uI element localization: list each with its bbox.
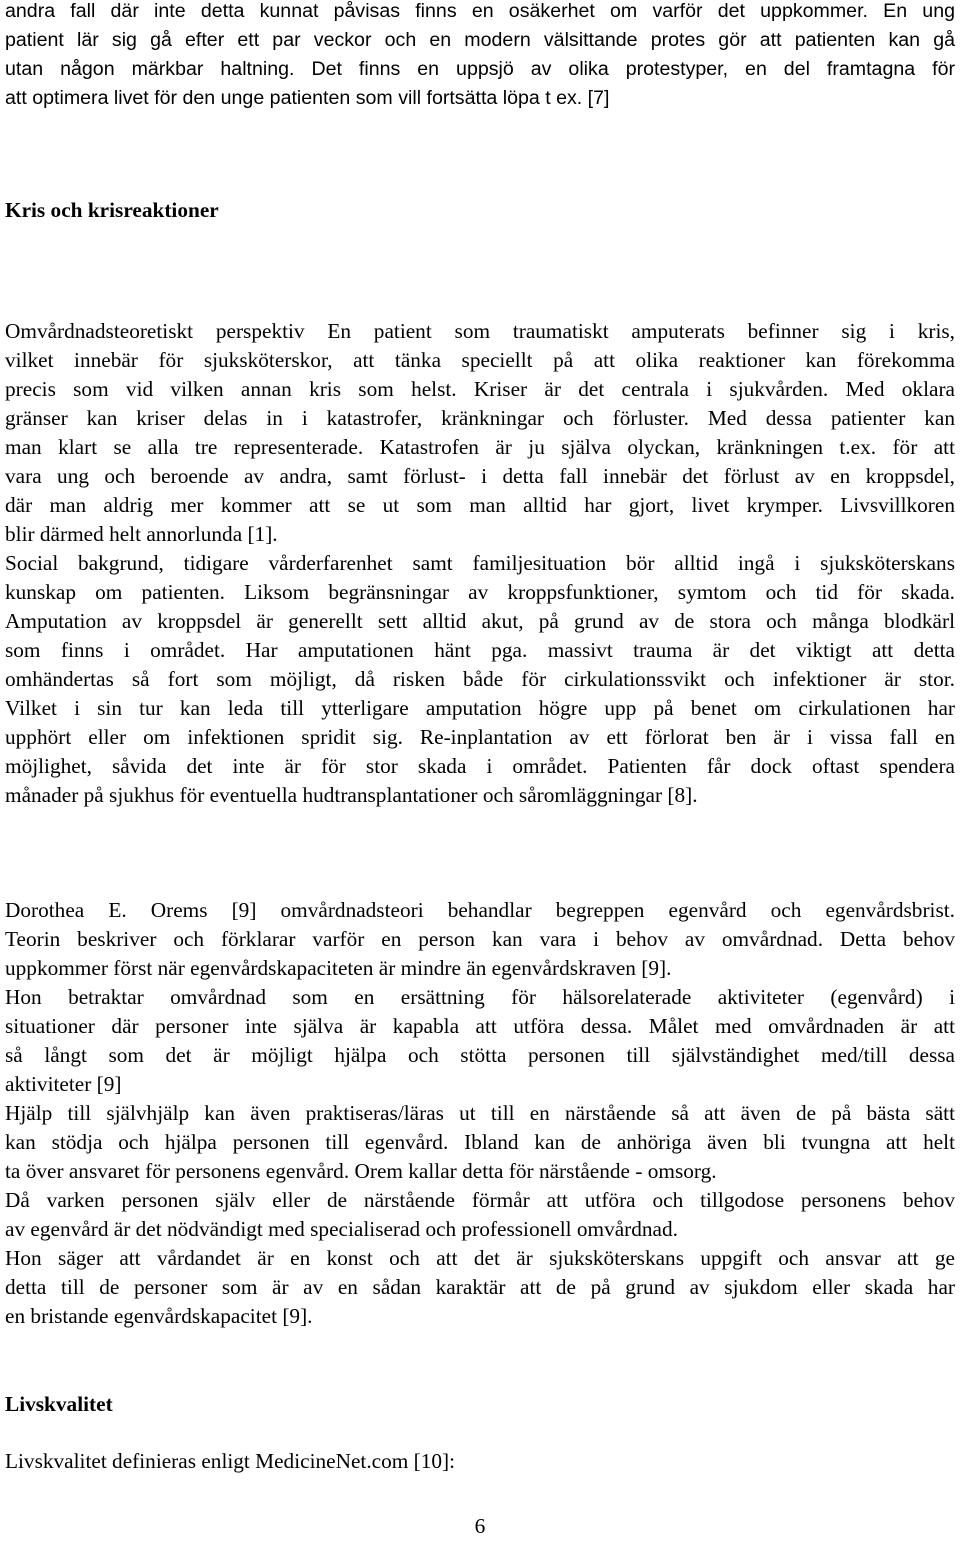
page-number: 6 <box>474 1514 486 1538</box>
paragraph-line: en bristande egenvårdskapacitet [9]. <box>5 1304 313 1328</box>
paragraph-line: patient lär sig gå efter ett par veckor och en modern välsittande protes gör att patienten kan gå <box>5 29 955 51</box>
paragraph-line: Omvårdnadsteoretiskt perspektiv En patient som traumatiskt amputerats befinner sig i kris, <box>5 319 955 343</box>
paragraph-line: månader på sjukhus för eventuella hudtransplantationer och såromläggningar [8]. <box>5 783 698 807</box>
paragraph-line: Teorin beskriver och förklarar varför en person kan vara i behov av omvårdnad. Detta behov <box>5 927 955 951</box>
paragraph-line: ta över ansvaret för personens egenvård. Orem kallar detta för närstående - omsorg. <box>5 1159 717 1183</box>
paragraph-line: detta till de personer som är av en sådan karaktär att de på grund av sjukdom eller skada har <box>5 1275 955 1299</box>
paragraph-line: Social bakgrund, tidigare vårderfarenhet samt familjesituation bör alltid ingå i sjuksköterskans <box>5 551 955 575</box>
paragraph-line: vilket innebär för sjuksköterskor, att tänka speciellt på att olika reaktioner kan förekomma <box>5 348 955 372</box>
section-heading-kris: Kris och krisreaktioner <box>5 198 219 222</box>
paragraph-line: Hon säger att vårdandet är en konst och att det är sjuksköterskans uppgift och ansvar att ge <box>5 1246 955 1270</box>
paragraph-line: vara ung och beroende av andra, samt förlust- i detta fall innebär det förlust av en kroppsdel, <box>5 464 955 488</box>
paragraph-line: Amputation av kroppsdel är generellt sett alltid akut, på grund av de stora och många blodkärl <box>5 609 955 633</box>
paragraph-line: av egenvård är det nödvändigt med specialiserad och professionell omvårdnad. <box>5 1217 678 1241</box>
paragraph-line: omhändertas så fort som möjligt, då risken både för cirkulationssvikt och infektioner är stor. <box>5 667 955 691</box>
paragraph-line: upphört eller om infektionen spridit sig. Re-inplantation av ett förlorat ben är i vissa fall en <box>5 725 955 749</box>
paragraph-line: gränser kan kriser delas in i katastrofer, kränkningar och förluster. Med dessa patienter kan <box>5 406 955 430</box>
paragraph-line: som finns i området. Har amputationen hänt pga. massivt trauma är det viktigt att detta <box>5 638 955 662</box>
paragraph-line: Vilket i sin tur kan leda till ytterligare amputation högre upp på benet om cirkulationen har <box>5 696 955 720</box>
paragraph-line: Livskvalitet definieras enligt MedicineNet.com [10]: <box>5 1449 456 1473</box>
paragraph-line: möjlighet, såvida det inte är för stor skada i området. Patienten får dock oftast spendera <box>5 754 955 778</box>
paragraph-line: aktiviteter [9] <box>5 1072 122 1096</box>
paragraph-line: Dorothea E. Orems [9] omvårdnadsteori behandlar begreppen egenvård och egenvårdsbrist. <box>5 898 955 922</box>
paragraph-line: kan stödja och hjälpa personen till egenvård. Ibland kan de anhöriga även bli tvungna att helt <box>5 1130 955 1154</box>
paragraph-line: andra fall där inte detta kunnat påvisas finns en osäkerhet om varför det uppkommer. En ung <box>5 0 955 22</box>
paragraph-line: där man aldrig mer kommer att se ut som man alltid har gjort, livet krymper. Livsvillkoren <box>5 493 955 517</box>
paragraph-line: Då varken personen själv eller de närstående förmår att utföra och tillgodose personens behov <box>5 1188 955 1212</box>
paragraph-line: man klart se alla tre representerade. Katastrofen är ju själva olyckan, kränkningen t.ex. för att <box>5 435 955 459</box>
paragraph-line: precis som vid vilken annan kris som helst. Kriser är det centrala i sjukvården. Med oklara <box>5 377 955 401</box>
paragraph-line: så långt som det är möjligt hjälpa och stötta personen till självständighet med/till dessa <box>5 1043 955 1067</box>
paragraph-line: utan någon märkbar haltning. Det finns en uppsjö av olika protestyper, en del framtagna för <box>5 58 955 80</box>
paragraph-line: situationer där personer inte själva är kapabla att utföra dessa. Målet med omvårdnaden är att <box>5 1014 955 1038</box>
section-heading-livskvalitet: Livskvalitet <box>5 1392 113 1416</box>
paragraph-line: Hon betraktar omvårdnad som en ersättning för hälsorelaterade aktiviteter (egenvård) i <box>5 985 955 1009</box>
paragraph-line: kunskap om patienten. Liksom begränsningar av kroppsfunktioner, symtom och tid för skada. <box>5 580 955 604</box>
paragraph-line: att optimera livet för den unge patienten som vill fortsätta löpa t ex. [7] <box>5 87 610 109</box>
paragraph-line: blir därmed helt annorlunda [1]. <box>5 522 278 546</box>
paragraph-line: uppkommer först när egenvårdskapaciteten är mindre än egenvårdskraven [9]. <box>5 956 672 980</box>
paragraph-line: Hjälp till självhjälp kan även praktiseras/läras ut till en närstående så att även de på bästa sätt <box>5 1101 955 1125</box>
